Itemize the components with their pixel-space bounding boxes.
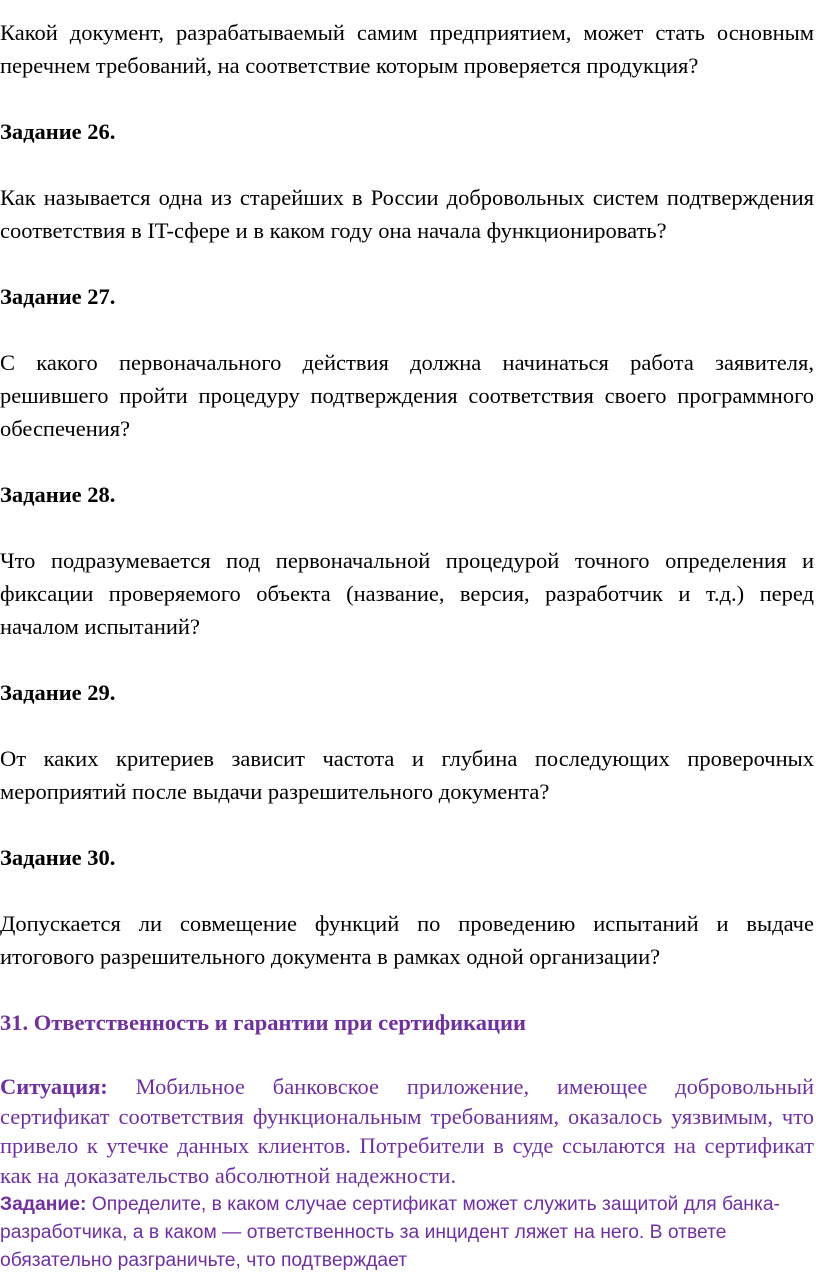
situation-text: Мобильное банковское приложение, имеющее добровольный сертификат соответствия функциональным требованиям, оказалось уязвимым, что привело к утечке данных клиентов. Потребители в суде ссылаются на сертификат как на доказательство абсолютной надежности.: [0, 1074, 814, 1188]
task-heading-29: Задание 29.: [0, 680, 116, 705]
task-heading-26: Задание 26.: [0, 119, 116, 144]
task-question-26: Как называется одна из старейших в России добровольных систем подтверждения соответствия в IT-сфере и в каком году она начала функционировать?: [0, 185, 814, 243]
spacer: [0, 313, 814, 346]
task-paragraph: [0, 1191, 814, 1275]
task-heading-28: Задание 28.: [0, 482, 116, 507]
task-label: Задание:: [0, 1194, 87, 1215]
spacer: [0, 643, 814, 676]
task-question-28: Что подразумевается под первоначальной процедурой точного определения и фиксации проверяемого объекта (название, версия, разработчик и т.д.) перед началом испытаний?: [0, 548, 814, 639]
task-question-30: Допускается ли совмещение функций по проведению испытаний и выдаче итогового разрешительного документа в рамках одной организации?: [0, 911, 814, 969]
spacer: [0, 874, 814, 907]
spacer: [0, 709, 814, 742]
spacer: [0, 973, 814, 1006]
spacer: [0, 247, 814, 280]
task-heading-30: Задание 30.: [0, 845, 116, 870]
situation-paragraph: [0, 1072, 814, 1190]
spacer: [0, 1039, 814, 1072]
task-question-27: С какого первоначального действия должна начинаться работа заявителя, решившего пройти процедуру подтверждения соответствия своего программного обеспечения?: [0, 350, 814, 441]
situation-label: Ситуация:: [0, 1074, 108, 1099]
spacer: [0, 445, 814, 478]
task-heading-27: Задание 27.: [0, 284, 116, 309]
spacer: [0, 511, 814, 544]
intro-question: Какой документ, разрабатываемый самим предприятием, может стать основным перечнем требований, на соответствие которым проверяется продукция?: [0, 20, 814, 78]
spacer: [0, 82, 814, 115]
section-title: 31. Ответственность и гарантии при сертификации: [0, 1010, 526, 1035]
spacer: [0, 148, 814, 181]
document-page: [0, 16, 814, 1275]
task-text: Определите, в каком случае сертификат может служить защитой для банка-разработчика, а в каком — ответственность за инцидент ляжет на него. В ответе обязательно разграничьте, что подтверждает: [0, 1194, 780, 1271]
task-question-29: От каких критериев зависит частота и глубина последующих проверочных мероприятий после выдачи разрешительного документа?: [0, 746, 814, 804]
spacer: [0, 808, 814, 841]
